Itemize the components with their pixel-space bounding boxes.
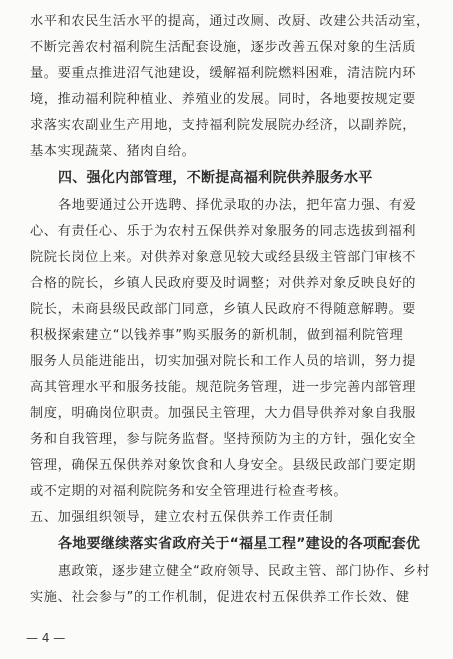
paragraph-line: 基本实现蔬菜、猪肉自给。 [30, 144, 196, 159]
paragraph-line: 服务人员能进能出，切实加强对院长和工作人员的培训，努力提 [30, 354, 417, 369]
paragraph-line: 境，推动福利院种植业、养殖业的发展。同时，各地要按规定要 [30, 92, 417, 107]
paragraph-line: 不断完善农村福利院生活配套设施，逐步改善五保对象的生活质 [30, 40, 417, 55]
paragraph-line: 五、加强组织领导，建立农村五保供养工作责任制 [30, 510, 334, 525]
paragraph-line: 院长，未商县级民政部门同意，乡镇人民政府不得随意解聘。要 [30, 302, 417, 317]
paragraph-line: 或不定期的对福利院院务和安全管理进行检查考核。 [30, 484, 348, 499]
paragraph-line: 求落实农副业生产用地，支持福利院发展院办经济，以副养院， [30, 118, 417, 133]
paragraph-line: 实施、社会参与”的工作机制，促进农村五保供养工作长效、健 [30, 590, 410, 605]
section-heading-4: 四、强化内部管理，不断提高福利院供养服务水平 [58, 170, 373, 186]
section-heading-5: 各地要继续落实省政府关于“福星工程”建设的各项配套优 [58, 536, 421, 552]
page-number: — 4 — [26, 631, 66, 645]
paragraph-line: 高其管理水平和服务技能。规范院务管理，进一步完善内部管理 [30, 380, 417, 395]
paragraph-line: 心、有责任心、乐于为农村五保供养对象服务的同志选拔到福利 [30, 224, 417, 239]
paragraph-line: 制度，明确岗位职责。加强民主管理，大力倡导供养对象自我服 [30, 406, 417, 421]
paragraph-line: 量。要重点推进沼气池建设，缓解福利院燃料困难，清洁院内环 [30, 66, 417, 81]
paragraph-line: 院院长岗位上来。对供养对象意见较大或经县级主管部门审核不 [30, 250, 417, 265]
paragraph-line: 水平和农民生活水平的提高，通过改厕、改厨、改建公共活动室， [30, 14, 430, 29]
paragraph-line: 惠政策，逐步建立健全“政府领导、民政主管、部门协作、乡村 [58, 564, 430, 579]
paragraph-line: 各地要通过公开选聘、择优录取的办法，把年富力强、有爱 [58, 198, 417, 213]
paragraph-line: 合格的院长，乡镇人民政府要及时调整；对供养对象反映良好的 [30, 276, 417, 291]
paragraph-line: 务和自我管理，参与院务监督。坚持预防为主的方针，强化安全 [30, 432, 417, 447]
paragraph-line: 积极探索建立“以钱养事”购买服务的新机制，做到福利院管理 [30, 328, 404, 343]
paragraph-line: 管理，确保五保供养对象饮食和人身安全。县级民政部门要定期 [30, 458, 417, 473]
